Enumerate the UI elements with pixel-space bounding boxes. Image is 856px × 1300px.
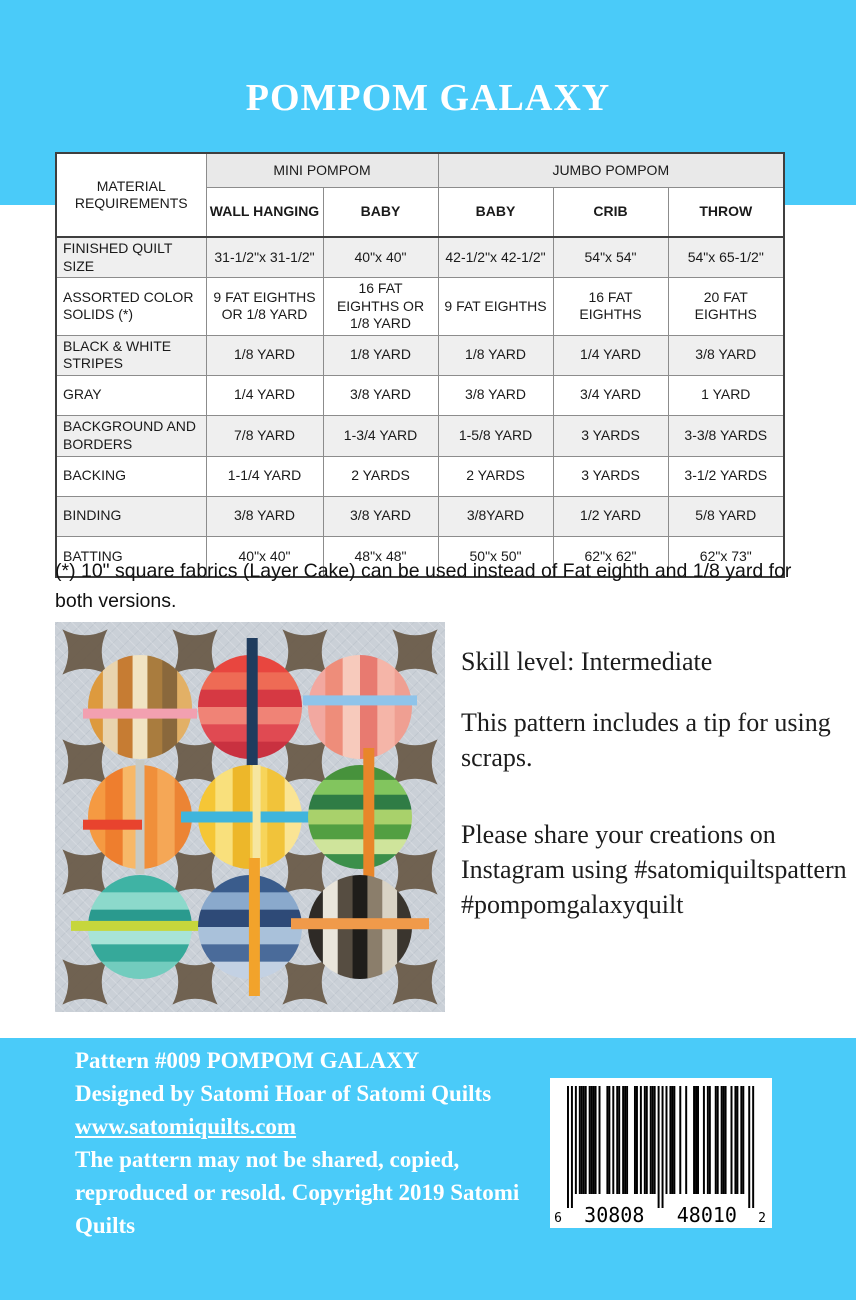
group-header: JUMBO POMPOM (438, 153, 784, 188)
tip-text: This pattern includes a tip for using scraps. (461, 708, 831, 772)
barcode-bar (585, 1086, 587, 1194)
barcode-bar (599, 1086, 601, 1194)
cell-value: 50"x 50" (438, 536, 553, 577)
website-link[interactable]: www.satomiquilts.com (75, 1114, 297, 1139)
barcode-bar (717, 1086, 719, 1194)
quilt-photo (55, 622, 445, 1012)
barcode-bar (624, 1086, 626, 1194)
barcode-bar (640, 1086, 642, 1194)
barcode-bar (654, 1086, 656, 1194)
cell-value: 54"x 65-1/2" (668, 237, 784, 278)
cell-value: 62"x 62" (553, 536, 668, 577)
cell-value: 3 YARDS (553, 415, 668, 456)
cell-value: 1-1/4 YARD (206, 456, 323, 496)
barcode-graphic (550, 1078, 772, 1228)
barcode-bar (679, 1086, 681, 1194)
cell-value: 1/8 YARD (438, 335, 553, 375)
barcode-bar (731, 1086, 733, 1194)
barcode-bar (612, 1086, 614, 1194)
barcode-bar (752, 1086, 754, 1208)
cell-value: 2 YARDS (438, 456, 553, 496)
column-header: CRIB (553, 188, 668, 238)
cell-value: 3/8 YARD (323, 375, 438, 415)
barcode-bar (666, 1086, 668, 1194)
table-header (56, 153, 784, 237)
table-footnote: (*) 10" square fabrics (Layer Cake) can be used instead of Fat eighth and 1/8 yard for both versions. (55, 560, 792, 612)
barcode-left-digit: 6 (554, 1211, 562, 1226)
barcode-bar (606, 1086, 608, 1194)
barcode-bar (742, 1086, 744, 1194)
barcode-bar (618, 1086, 620, 1194)
column-header: WALL HANGING (206, 188, 323, 238)
barcode-bar (644, 1086, 646, 1194)
cell-value: 62"x 73" (668, 536, 784, 577)
cell-value: 5/8 YARD (668, 496, 784, 536)
barcode-right-digit: 2 (758, 1211, 766, 1226)
barcode-bar (669, 1086, 671, 1194)
cell-value: 9 FAT EIGHTHS OR 1/8 YARD (206, 278, 323, 336)
barcode-bar (723, 1086, 725, 1194)
column-header: THROW (668, 188, 784, 238)
cell-value: 3/8 YARD (668, 335, 784, 375)
pattern-number-line: Pattern #009 POMPOM GALAXY (75, 1048, 420, 1073)
barcode-bar (703, 1086, 705, 1194)
barcode-bar (616, 1086, 618, 1194)
barcode-bar (650, 1086, 652, 1194)
barcode-bar (591, 1086, 593, 1194)
column-header: BABY (438, 188, 553, 238)
quilt-bar (136, 760, 145, 874)
row-label: BACKING (56, 456, 206, 496)
cell-value: 3/8YARD (438, 496, 553, 536)
barcode-bar (567, 1086, 569, 1208)
barcode-bar (673, 1086, 675, 1194)
barcode-bar (646, 1086, 648, 1194)
cell-value: 1/4 YARD (553, 335, 668, 375)
barcode-bar (622, 1086, 624, 1194)
row-label: BATTING (56, 536, 206, 577)
cell-value: 1/4 YARD (206, 375, 323, 415)
table-row (56, 335, 784, 375)
quilt-bar (83, 820, 142, 830)
barcode-bar (658, 1086, 660, 1208)
barcode (550, 1078, 772, 1228)
barcode-bar (662, 1086, 664, 1208)
cell-value: 1/2 YARD (553, 496, 668, 536)
material-requirements-table (55, 152, 785, 578)
barcode-bar (685, 1086, 687, 1194)
table-corner-header: MATERIAL REQUIREMENTS (56, 153, 206, 237)
cell-value: 1/8 YARD (323, 335, 438, 375)
quilt-bar (181, 812, 319, 823)
skill-level-text: Skill level: Intermediate (461, 647, 713, 676)
cell-value: 1 YARD (668, 375, 784, 415)
barcode-bar (707, 1086, 709, 1194)
row-label: BINDING (56, 496, 206, 536)
quilt-illustration (55, 622, 445, 1012)
quilt-bar (71, 921, 209, 931)
barcode-bar (636, 1086, 638, 1194)
column-header: BABY (323, 188, 438, 238)
cell-value: 54"x 54" (553, 237, 668, 278)
table-row (56, 415, 784, 456)
cell-value: 2 YARDS (323, 456, 438, 496)
cell-value: 9 FAT EIGHTHS (438, 278, 553, 336)
cell-value: 1/8 YARD (206, 335, 323, 375)
cell-value: 48"x 48" (323, 536, 438, 577)
barcode-bar (579, 1086, 581, 1194)
barcode-bar (634, 1086, 636, 1194)
barcode-bar (652, 1086, 654, 1194)
barcode-bar (571, 1086, 573, 1208)
barcode-bar (740, 1086, 742, 1194)
cell-value: 7/8 YARD (206, 415, 323, 456)
share-text: Please share your creations on Instagram using #satomiquiltspattern #pompomgalaxyquilt (461, 820, 847, 919)
copyright-line: The pattern may not be shared, copied, reproduced or resold. Copyright 2019 Satomi Quilts (75, 1147, 520, 1238)
cell-value: 3/8 YARD (323, 496, 438, 536)
barcode-group2: 48010 (676, 1203, 737, 1227)
row-label: GRAY (56, 375, 206, 415)
barcode-bar (575, 1086, 577, 1194)
cell-value: 16 FAT EIGHTHS OR 1/8 YARD (323, 278, 438, 336)
quilt-bar (291, 918, 429, 929)
group-header: MINI POMPOM (206, 153, 438, 188)
barcode-bar (593, 1086, 595, 1194)
barcode-bar (581, 1086, 583, 1194)
cell-value: 3-1/2 YARDS (668, 456, 784, 496)
quilt-bar (247, 638, 258, 776)
quilt-bar (303, 695, 417, 705)
cell-value: 3 YARDS (553, 456, 668, 496)
row-label: BACKGROUND AND BORDERS (56, 415, 206, 456)
cell-value: 31-1/2"x 31-1/2" (206, 237, 323, 278)
barcode-bar (721, 1086, 723, 1194)
cell-value: 3/8 YARD (438, 375, 553, 415)
barcode-bar (709, 1086, 711, 1194)
barcode-bar (671, 1086, 673, 1194)
quilt-bar (249, 858, 260, 996)
cell-value: 16 FAT EIGHTHS (553, 278, 668, 336)
barcode-bar (697, 1086, 699, 1194)
page-title: POMPOM GALAXY (245, 77, 611, 119)
table-body (56, 237, 784, 577)
cell-value: 40"x 40" (323, 237, 438, 278)
table-row (56, 456, 784, 496)
cell-value: 3/8 YARD (206, 496, 323, 536)
barcode-bar (748, 1086, 750, 1208)
barcode-bar (595, 1086, 597, 1194)
barcode-group1: 30808 (584, 1203, 645, 1227)
table-row (56, 278, 784, 336)
barcode-bar (608, 1086, 610, 1194)
cell-value: 1-5/8 YARD (438, 415, 553, 456)
barcode-bar (693, 1086, 695, 1194)
row-label: BLACK & WHITE STRIPES (56, 335, 206, 375)
quilt-bar (253, 765, 261, 869)
barcode-bar (626, 1086, 628, 1194)
barcode-bar (734, 1086, 736, 1194)
row-label: ASSORTED COLOR SOLIDS (*) (56, 278, 206, 336)
cell-value: 20 FAT EIGHTHS (668, 278, 784, 336)
barcode-bar (583, 1086, 585, 1194)
cell-value: 40"x 40" (206, 536, 323, 577)
table-row (56, 237, 784, 278)
cell-value: 3/4 YARD (553, 375, 668, 415)
table-row (56, 496, 784, 536)
quilt-bar (363, 748, 374, 886)
cell-value: 1-3/4 YARD (323, 415, 438, 456)
cell-value: 3-3/8 YARDS (668, 415, 784, 456)
barcode-bar (725, 1086, 727, 1194)
barcode-bar (589, 1086, 591, 1194)
table-row (56, 375, 784, 415)
designer-line: Designed by Satomi Hoar of Satomi Quilts (75, 1081, 492, 1106)
row-label: FINISHED QUILT SIZE (56, 237, 206, 278)
quilt-bar (83, 709, 197, 719)
barcode-bar (736, 1086, 738, 1194)
barcode-bar (715, 1086, 717, 1194)
barcode-bar (695, 1086, 697, 1194)
cell-value: 42-1/2"x 42-1/2" (438, 237, 553, 278)
footer-block (75, 1044, 559, 1242)
